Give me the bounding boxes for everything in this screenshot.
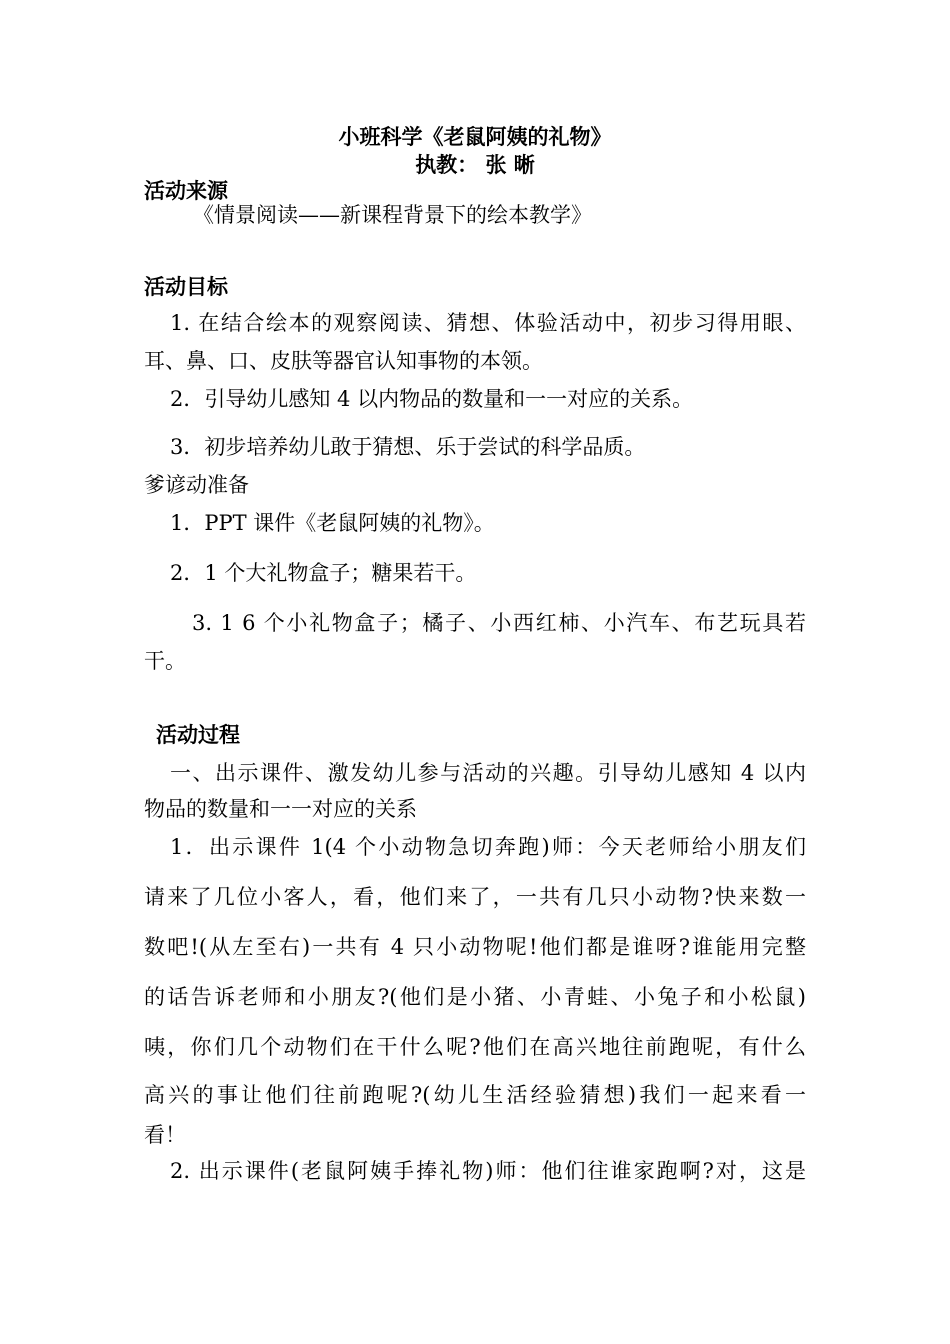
process-heading: 活动过程: [156, 722, 240, 747]
prep-heading: 爹谚动准备: [144, 473, 249, 497]
prep-3-line-2: 干。: [144, 649, 186, 673]
p1-line-6: 高兴的事让他们往前跑呢?(幼儿生活经验猜想)我们一起来看一: [144, 1083, 806, 1107]
goal-1-line-2: 耳、鼻、口、皮肤等器官认知事物的本领。: [144, 349, 543, 373]
p1-line-5: 咦，你们几个动物们在干什么呢?他们在高兴地往前跑呢，有什么: [144, 1035, 806, 1059]
p1-line-7: 看！: [144, 1123, 186, 1147]
goals-heading: 活动目标: [144, 274, 228, 299]
goal-1-line-1: 1. 在结合绘本的观察阅读、猜想、体验活动中，初步习得用眼、: [170, 311, 806, 335]
p1-line-3: 数吧!(从左至右)一共有 4 只小动物呢!他们都是谁呀?谁能用完整: [144, 935, 806, 959]
p2-line-1: 2. 出示课件(老鼠阿姨手捧礼物)师：他们往谁家跑啊?对，这是: [170, 1159, 806, 1183]
goal-2: 2．引导幼儿感知 4 以内物品的数量和一一对应的关系。: [170, 387, 694, 411]
goal-3: 3．初步培养幼儿敢于猜想、乐于尝试的科学品质。: [170, 435, 646, 459]
prep-2: 2．1 个大礼物盒子；糖果若干。: [170, 561, 477, 585]
section-1-line-2: 物品的数量和一一对应的关系: [144, 797, 417, 821]
source-heading: 活动来源: [144, 178, 228, 203]
p1-line-1: 1．出示课件 1(4 个小动物急切奔跑)师：今天老师给小朋友们: [170, 835, 806, 859]
teacher-line: 执教： 张 晰: [415, 152, 535, 177]
source-text: 《情景阅读——新课程背景下的绘本教学》: [193, 203, 592, 227]
p1-line-4: 的话告诉老师和小朋友?(他们是小猪、小青蛙、小兔子和小松鼠): [144, 985, 806, 1009]
document-title: 小班科学《老鼠阿姨的礼物》: [338, 124, 612, 149]
p1-line-2: 请来了几位小客人，看，他们来了，一共有几只小动物?快来数一: [144, 885, 806, 909]
prep-3-line-1: 3. 1 6 个小礼物盒子；橘子、小西红柿、小汽车、布艺玩具若: [192, 611, 806, 635]
prep-1: 1．PPT 课件《老鼠阿姨的礼物》。: [170, 511, 495, 535]
section-1-line-1: 一、出示课件、激发幼儿参与活动的兴趣。引导幼儿感知 4 以内: [170, 761, 806, 785]
